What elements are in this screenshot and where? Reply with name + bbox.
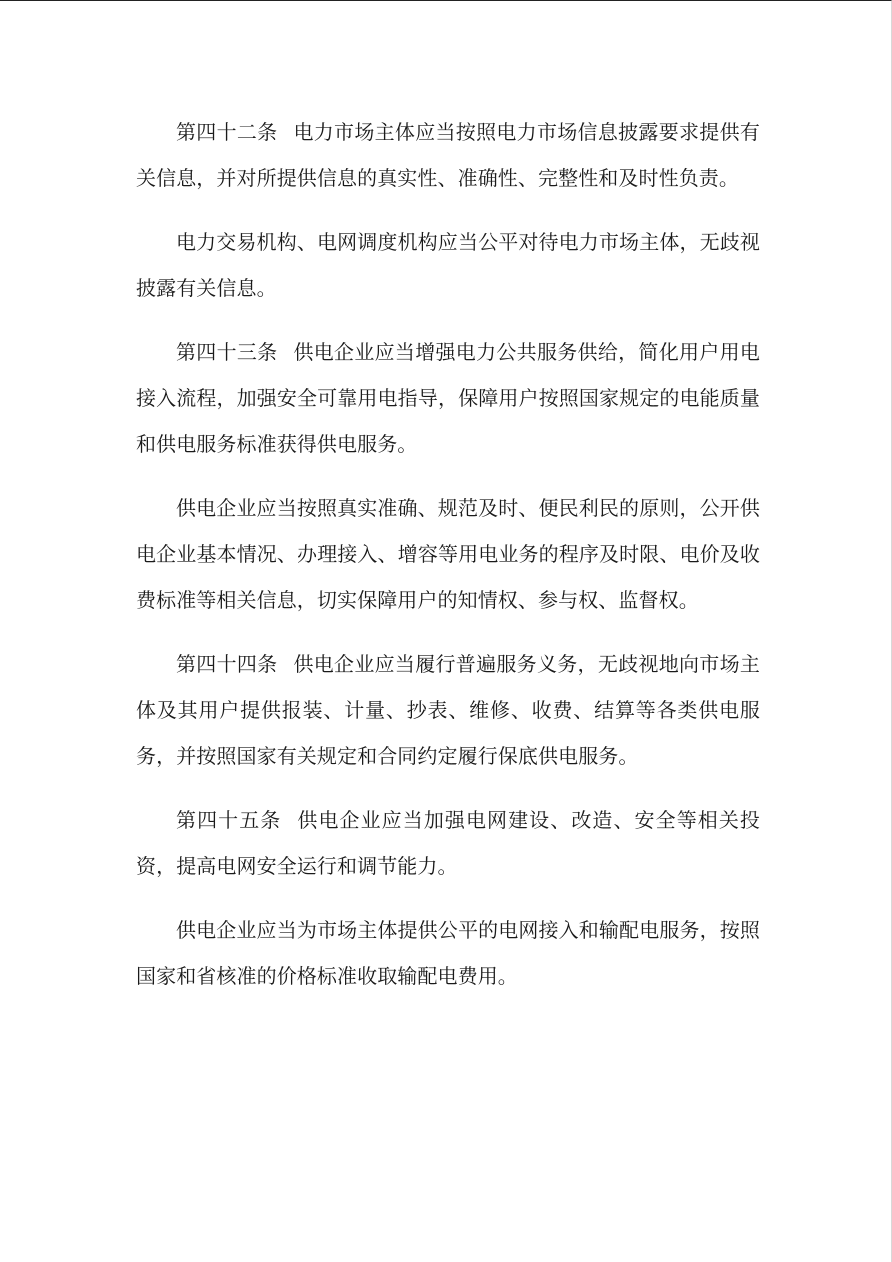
paragraph-article-45-clause-2 bbox=[136, 907, 760, 999]
article-number: 第四十四条 bbox=[176, 652, 278, 676]
article-number: 第四十二条 bbox=[176, 120, 278, 144]
article-number: 第四十三条 bbox=[176, 340, 278, 364]
paragraph-text: 电力市场主体应当按照电力市场信息披露要求提供有关信息，并对所提供信息的真实性、准确性、完整性和及时性负责。 bbox=[136, 120, 760, 190]
paragraph-article-44 bbox=[136, 641, 760, 779]
paragraph-text: 供电企业应当履行普遍服务义务，无歧视地向市场主体及其用户提供报装、计量、抄表、维修、收费、结算等各类供电服务，并按照国家有关规定和合同约定履行保底供电服务。 bbox=[136, 652, 760, 768]
paragraph-text: 电力交易机构、电网调度机构应当公平对待电力市场主体，无歧视披露有关信息。 bbox=[136, 230, 760, 300]
paragraph-article-43 bbox=[136, 329, 760, 467]
document-body bbox=[136, 109, 760, 1017]
paragraph-article-43-clause-2 bbox=[136, 485, 760, 623]
paragraph-text: 供电企业应当加强电网建设、改造、安全等相关投资，提高电网安全运行和调节能力。 bbox=[136, 808, 761, 878]
article-number: 第四十五条 bbox=[176, 808, 282, 832]
paragraph-text: 供电企业应当按照真实准确、规范及时、便民利民的原则，公开供电企业基本情况、办理接入、增容等用电业务的程序及时限、电价及收费标准等相关信息，切实保障用户的知情权、参与权、监督权。 bbox=[136, 496, 760, 612]
paragraph-article-45 bbox=[136, 797, 760, 889]
paragraph-article-42 bbox=[136, 109, 760, 201]
paragraph-text: 供电企业应当增强电力公共服务供给，简化用户用电接入流程，加强安全可靠用电指导，保障用户按照国家规定的电能质量和供电服务标准获得供电服务。 bbox=[136, 340, 760, 456]
paragraph-article-42-clause-2 bbox=[136, 219, 760, 311]
paragraph-text: 供电企业应当为市场主体提供公平的电网接入和输配电服务，按照国家和省核准的价格标准收取输配电费用。 bbox=[136, 918, 760, 988]
